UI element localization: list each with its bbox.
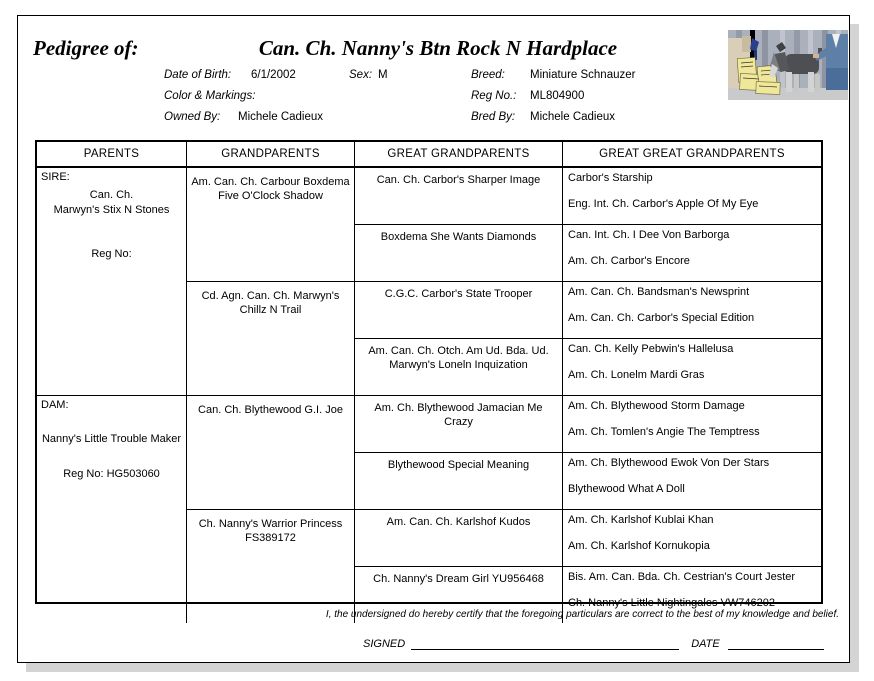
dam-name-line1: Nanny's Little Trouble Maker xyxy=(41,433,182,445)
gg-grandparents-pair-2 xyxy=(563,225,821,282)
gg-grandparent-7: Can. Ch. Kelly Pebwin's Hallelusa xyxy=(568,343,734,355)
owned-by-value: Michele Cadieux xyxy=(238,111,324,123)
great-grandparent-3: C.G.C. Carbor's State Trooper xyxy=(355,282,563,339)
sex-value: M xyxy=(378,69,388,81)
gg-grandparents-pair-5 xyxy=(563,396,821,453)
gg-grandparent-3: Can. Int. Ch. I Dee Von Barborga xyxy=(568,229,730,241)
dog-show-photo xyxy=(728,30,848,100)
info-row-3 xyxy=(18,111,849,125)
breed-value: Miniature Schnauzer xyxy=(530,69,636,81)
dam-cell xyxy=(37,396,187,623)
dam-reg: Reg No: HG503060 xyxy=(63,468,160,480)
great-grandparent-2: Boxdema She Wants Diamonds xyxy=(355,225,563,282)
col-header-great-grandparents: GREAT GRANDPARENTS xyxy=(355,142,563,168)
grandparent-1: Am. Can. Ch. Carbour Boxdema Five O'Clock Shadow xyxy=(187,168,355,282)
great-grandparent-8: Ch. Nanny's Dream Girl YU956468 xyxy=(355,567,563,623)
signature-line[interactable] xyxy=(411,636,679,650)
great-grandparent-6: Blythewood Special Meaning xyxy=(355,453,563,510)
great-grandparent-1: Can. Ch. Carbor's Sharper Image xyxy=(355,168,563,225)
gg-grandparent-1: Carbor's Starship xyxy=(568,172,653,184)
certification-statement: I, the undersigned do hereby certify that the foregoing particulars are correct to the best of my knowledge and belief. xyxy=(325,609,839,620)
gg-grandparent-15: Bis. Am. Can. Bda. Ch. Cestrian's Court Jester xyxy=(568,571,796,583)
reg-no-value: ML804900 xyxy=(530,90,585,102)
pedigree-certificate xyxy=(17,15,850,663)
bred-by-value: Michele Cadieux xyxy=(530,111,616,123)
dog-name-title: Can. Ch. Nanny's Btn Rock N Hardplace xyxy=(258,36,618,60)
col-header-grandparents: GRANDPARENTS xyxy=(187,142,355,168)
gg-grandparents-pair-1 xyxy=(563,168,821,225)
date-label: DATE xyxy=(691,638,720,650)
gg-grandparent-16: Ch. Nanny's Little Nightingales VW746202 xyxy=(568,597,775,609)
gg-grandparent-6: Am. Can. Ch. Carbor's Special Edition xyxy=(568,312,755,324)
col-header-parents: PARENTS xyxy=(37,142,187,168)
gg-grandparents-pair-4 xyxy=(563,339,821,396)
great-grandparent-7: Am. Can. Ch. Karlshof Kudos xyxy=(355,510,563,567)
signed-label: SIGNED xyxy=(363,638,406,650)
sex-label: Sex: xyxy=(349,69,373,81)
info-row-1 xyxy=(18,69,849,83)
gg-grandparent-13: Am. Ch. Karlshof Kublai Khan xyxy=(568,514,714,526)
gg-grandparents-pair-7 xyxy=(563,510,821,567)
great-grandparent-5: Am. Ch. Blythewood Jamacian Me Crazy xyxy=(355,396,563,453)
sire-name-line1: Can. Ch. xyxy=(89,189,134,201)
pedigree-table xyxy=(35,140,823,609)
col-header-great-great-grandparents: GREAT GREAT GRANDPARENTS xyxy=(563,142,821,168)
dam-role-label: DAM: xyxy=(41,399,69,411)
date-line[interactable] xyxy=(728,636,824,650)
reg-no-label: Reg No.: xyxy=(471,90,517,102)
grandparent-2: Cd. Agn. Can. Ch. Marwyn's Chillz N Trail xyxy=(187,282,355,396)
gg-grandparents-pair-6 xyxy=(563,453,821,510)
dob-label: Date of Birth: xyxy=(164,69,232,81)
gg-grandparent-10: Am. Ch. Tomlen's Angie The Temptress xyxy=(568,426,760,438)
sire-name-line2: Marwyn's Stix N Stones xyxy=(53,204,170,216)
signature-row xyxy=(363,636,824,650)
grandparent-3: Can. Ch. Blythewood G.I. Joe xyxy=(187,396,355,510)
great-grandparent-4: Am. Can. Ch. Otch. Am Ud. Bda. Ud. Marwyn's Loneln Inquization xyxy=(355,339,563,396)
dob-value: 6/1/2002 xyxy=(251,69,296,81)
gg-grandparent-11: Am. Ch. Blythewood Ewok Von Der Stars xyxy=(568,457,770,469)
gg-grandparent-2: Eng. Int. Ch. Carbor's Apple Of My Eye xyxy=(568,198,759,210)
bred-by-label: Bred By: xyxy=(471,111,516,123)
gg-grandparent-14: Am. Ch. Karlshof Kornukopia xyxy=(568,540,710,552)
dog-photo-illustration xyxy=(728,30,848,100)
gg-grandparents-pair-3 xyxy=(563,282,821,339)
gg-grandparent-12: Blythewood What A Doll xyxy=(568,483,685,495)
sire-role-label: SIRE: xyxy=(41,171,70,183)
gg-grandparent-8: Am. Ch. Lonelm Mardi Gras xyxy=(568,369,705,381)
owned-by-label: Owned By: xyxy=(164,111,221,123)
gg-grandparent-4: Am. Ch. Carbor's Encore xyxy=(568,255,690,267)
gg-grandparent-9: Am. Ch. Blythewood Storm Damage xyxy=(568,400,745,412)
grandparent-4: Ch. Nanny's Warrior Princess FS389172 xyxy=(187,510,355,623)
sire-cell xyxy=(37,168,187,396)
pedigree-of-label: Pedigree of: xyxy=(33,36,139,60)
gg-grandparent-5: Am. Can. Ch. Bandsman's Newsprint xyxy=(568,286,750,298)
info-row-2 xyxy=(18,90,849,104)
sire-reg: Reg No: xyxy=(91,248,132,260)
color-markings-label: Color & Markings: xyxy=(164,90,256,102)
breed-label: Breed: xyxy=(471,69,505,81)
